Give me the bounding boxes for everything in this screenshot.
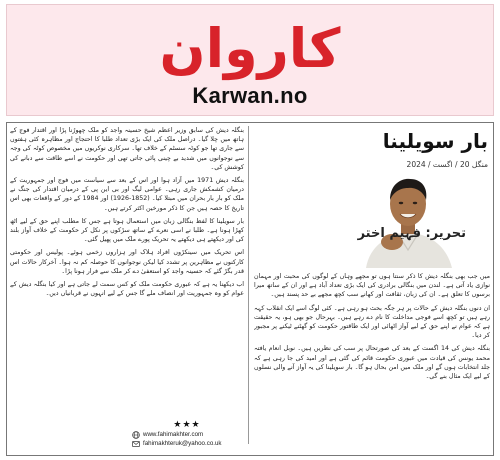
website-link[interactable]: www.fahimakhter.com <box>143 431 204 438</box>
email-link[interactable]: fahimakhteruk@yahoo.co.uk <box>143 440 222 447</box>
email-icon <box>132 440 140 448</box>
paragraph: میں جب بھی بنگلہ دیش کا ذکر سنتا ہوں تو مجھے وہاں کے لوگوں کی محبت اور مہمان نوازی یاد آتی ہے۔ لندن میں بنگالی برادری کی ایک بڑی تعداد آباد ہے اور ان کے ساتھ میرا برسوں کا تعلق ہے۔ ان کی زبان، ثقافت اور کھانے سب کچھ مجھے بے حد پسند ہیں۔ <box>254 273 490 299</box>
paragraph: بار سویلینا کا لفظ بنگالی زبان میں استعمال ہوتا ہے جس کا مطلب اپنے حق کے لیے اٹھ کھڑا ہونا ہے۔ طلبا نے اسی نعرے کے ساتھ سڑکوں پر نکل کر حکومت کے خلاف آواز بلند کی اور دیکھتے ہی دیکھتے یہ تحریک پورے ملک میں پھیل گئی۔ <box>10 217 244 244</box>
author-signoff <box>132 420 242 448</box>
paragraph: بنگلہ دیش کی 14 اگست کے بعد کی صورتحال پر سب کی نظریں ہیں۔ نوبل انعام یافتہ محمد یونس کی قیادت میں عبوری حکومت قائم کی گئی ہے اور امید کی جا رہی ہے کہ جلد انتخابات ہوں گے اور ملک میں امن بحال ہو گا۔ بار سویلینا کی یہ آواز آنے والی نسلوں کے لیے ایک مثال بنے گی۔ <box>254 345 490 381</box>
article-title: بار سویلینا <box>382 129 488 153</box>
logo-latin: Karwan.no <box>192 83 308 108</box>
author-byline: تحریر: فہیم اختر <box>357 226 466 241</box>
paragraph: اس تحریک میں سینکڑوں افراد ہلاک اور ہزاروں زخمی ہوئے۔ پولیس اور حکومتی کارکنوں نے مظاہرین پر تشدد کیا لیکن نوجوانوں کا حوصلہ کم نہ ہوا۔ آخرکار حالات اس قدر بگڑ گئے کہ حسینہ واجد کو استعفیٰ دے کر ملک سے فرار ہونا پڑا۔ <box>10 249 244 275</box>
logo-urdu: کاروان <box>159 17 341 80</box>
paragraph: اب دیکھنا یہ ہے کہ عبوری حکومت ملک کو کس سمت لے جاتی ہے اور کیا بنگلہ دیش کے عوام کو وہ جمہوریت اور انصاف ملے گا جس کے لیے انہوں نے قربانیاں دیں۔ <box>10 281 244 298</box>
stars-separator: ★★★ <box>173 420 201 430</box>
globe-icon <box>132 431 140 439</box>
email-line[interactable] <box>132 439 242 448</box>
article-right-column <box>254 272 490 450</box>
article-left-column <box>10 126 244 416</box>
paragraph: ان دنوں بنگلہ دیش کے حالات پر ہر جگہ بحث ہو رہی ہے۔ کئی لوگ اسے ایک انقلاب کہہ رہے ہیں تو کچھ اسے فوجی مداخلت کا نام دے رہے ہیں۔ بہرحال جو بھی ہو، یہ حقیقت ہے کہ عوام نے اپنے حق کے لیے آواز اٹھائی اور ایک طاقتور حکومت کو گھٹنے ٹیکنے پر مجبور کر دیا۔ <box>254 304 490 340</box>
masthead-banner <box>6 4 494 116</box>
website-line[interactable] <box>132 430 242 439</box>
paragraph: بنگلہ دیش کی سابق وزیر اعظم شیخ حسینہ واجد کو ملک چھوڑنا پڑا اور اقتدار فوج کے ہاتھ میں چلا گیا۔ دراصل ملک کی ایک بڑی تعداد طلبا کا احتجاج اور مظاہرہ کئی ہفتوں سے جاری تھا جو کوٹہ سسٹم کے خلاف تھا۔ سرکاری نوکریوں میں مخصوص کوٹہ کی وجہ سے نوجوانوں میں شدید بے چینی پائی جاتی تھی اور حکومت نے اسے طاقت سے دبانے کی کوشش کی۔ <box>10 127 244 171</box>
column-divider <box>248 126 249 444</box>
author-photo <box>346 170 470 268</box>
article-date: منگل 20 / اگست / 2024 <box>406 160 488 169</box>
paragraph: بنگلہ دیش 1971 میں آزاد ہوا اور اس کے بعد سے سیاست میں فوج اور جمہوریت کے درمیان کشمکش جاری رہی۔ عوامی لیگ اور بی این پی کے درمیان اقتدار کی جنگ نے ملک کو بار بار بحران میں مبتلا کیا۔ (1852-1926) اور 1984 کے دور کے واقعات بھی اس تاریخ کا حصہ ہیں جن کا ذکر مورخین اکثر کرتے ہیں۔ <box>10 177 244 212</box>
